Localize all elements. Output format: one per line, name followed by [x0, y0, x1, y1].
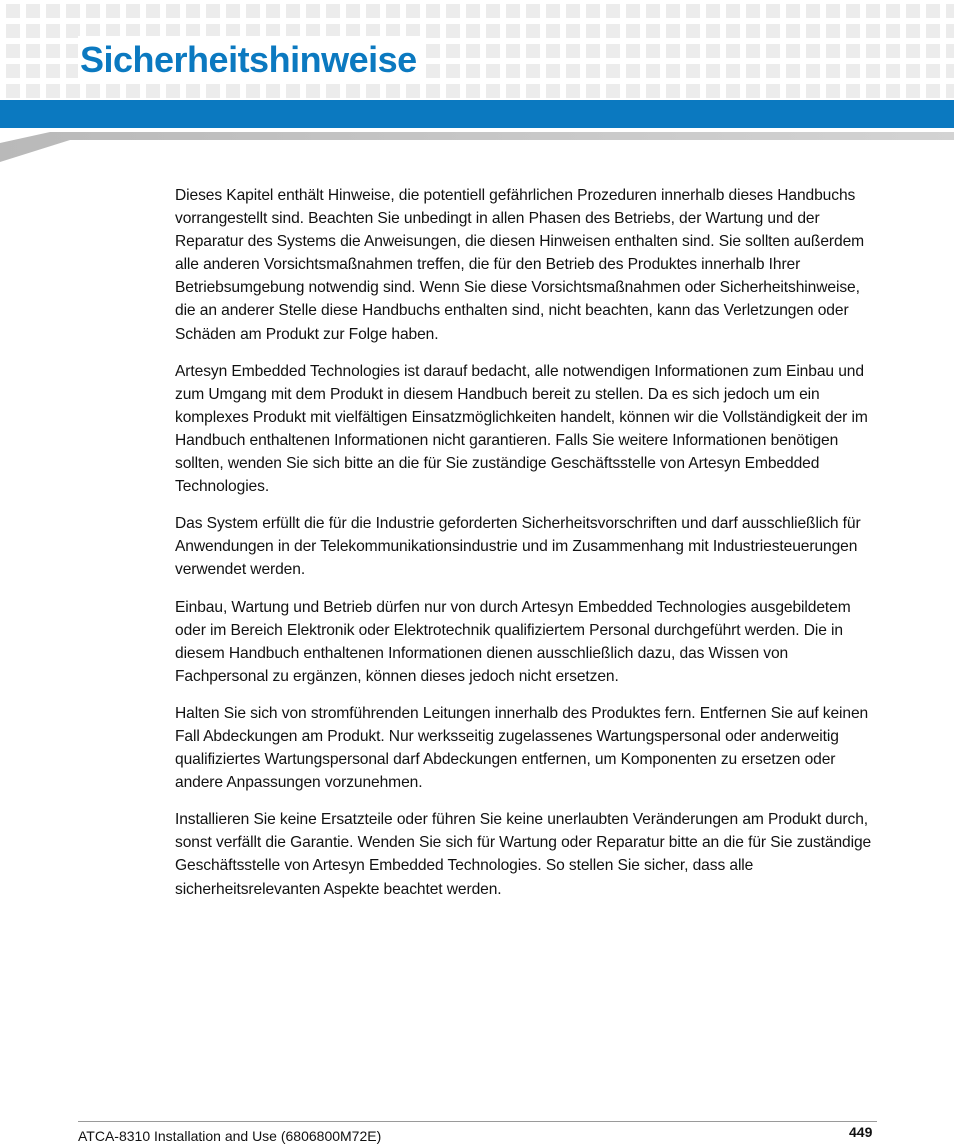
header-tile	[26, 84, 40, 98]
header-tile	[826, 4, 840, 18]
header-tile	[306, 84, 320, 98]
header-tile	[746, 44, 760, 58]
header-tile	[726, 4, 740, 18]
header-tile	[926, 24, 940, 38]
header-tile	[346, 4, 360, 18]
header-tile	[386, 4, 400, 18]
header-tile	[266, 4, 280, 18]
header-tile	[866, 4, 880, 18]
header-tile	[166, 84, 180, 98]
header-tile	[886, 64, 900, 78]
header-tile	[26, 44, 40, 58]
header-tile	[726, 84, 740, 98]
header-tile	[446, 64, 460, 78]
header-tile	[366, 4, 380, 18]
header-tile	[826, 24, 840, 38]
body-content	[175, 184, 875, 915]
header-tile	[766, 24, 780, 38]
header-tile	[766, 64, 780, 78]
header-tile	[506, 84, 520, 98]
header-tile	[466, 44, 480, 58]
header-tile	[626, 24, 640, 38]
header-tile	[186, 84, 200, 98]
header-tile	[426, 4, 440, 18]
header-tile	[146, 4, 160, 18]
header-tile	[646, 84, 660, 98]
paragraph: Artesyn Embedded Technologies ist darauf bedacht, alle notwendigen Informationen zum Einbau und zum Umgang mit dem Produkt in diesem Handbuch bereit zu stellen. Da es sich jedoch um ein komplexes Produkt mit vielfältigen Einsatzmöglichkeiten handelt, können wir die Vollständigkeit der im Handbuch enthaltenen Informationen nicht garantieren. Falls Sie weitere Informationen benötigen sollten, wenden Sie sich bitte an die für Sie zuständige Geschäftsstelle von Artesyn Embedded Technologies.	[175, 362, 868, 496]
header-tile	[386, 84, 400, 98]
header-tile	[326, 4, 340, 18]
paragraph: Das System erfüllt die für die Industrie geforderten Sicherheitsvorschriften und darf ausschließlich für Anwendungen in der Telekommunikationsindustrie und im Zusammenhang mit Industriesteuerungen verwendet werden.	[175, 515, 861, 579]
header-tile	[906, 44, 920, 58]
header-tile	[566, 64, 580, 78]
header-tile	[486, 4, 500, 18]
header-tile	[626, 44, 640, 58]
header-tile	[926, 44, 940, 58]
paragraph: Installieren Sie keine Ersatzteile oder führen Sie keine unerlaubten Veränderungen am Produkt durch, sonst verfällt die Garantie. Wenden Sie sich für Wartung oder Reparatur bitte an die für Sie zuständige Geschäftsstelle von Artesyn Embedded Technologies. So stellen Sie sicher, dass alle sicherheitsrelevanten Aspekte beachtet werden.	[175, 811, 872, 898]
header-tile	[706, 64, 720, 78]
header-tile	[426, 44, 440, 58]
header-tile	[86, 4, 100, 18]
footer-page-number: 449	[849, 1124, 873, 1140]
header-tile	[766, 4, 780, 18]
header-tile	[886, 24, 900, 38]
header-tile	[946, 4, 954, 18]
header-tile	[406, 4, 420, 18]
page-title: Sicherheitshinweise	[78, 36, 423, 84]
header-tile	[446, 44, 460, 58]
header-tile	[526, 4, 540, 18]
header-tile	[786, 64, 800, 78]
header-tile	[606, 84, 620, 98]
header-tile	[886, 44, 900, 58]
header-tile	[366, 84, 380, 98]
header-tile	[746, 4, 760, 18]
header-tile	[666, 4, 680, 18]
header-tile	[706, 84, 720, 98]
header-tile	[666, 44, 680, 58]
header-tile	[666, 24, 680, 38]
header-tile	[686, 84, 700, 98]
header-tile	[786, 44, 800, 58]
footer-document-title: ATCA-8310 Installation and Use (6806800M72E)	[78, 1128, 382, 1144]
header-tile	[866, 24, 880, 38]
header-tile	[606, 64, 620, 78]
header-tile	[546, 84, 560, 98]
header-tile	[6, 4, 20, 18]
header-tile	[686, 4, 700, 18]
header-tile	[526, 64, 540, 78]
header-tile	[706, 24, 720, 38]
header-tile	[946, 24, 954, 38]
header-tile	[146, 84, 160, 98]
header-tile	[6, 64, 20, 78]
header-tile	[646, 64, 660, 78]
header-tile	[446, 4, 460, 18]
header-tile	[406, 84, 420, 98]
header-tile	[566, 24, 580, 38]
header-tile	[866, 64, 880, 78]
header-tile	[566, 4, 580, 18]
header-tile	[686, 44, 700, 58]
header-tile	[66, 84, 80, 98]
header-tile	[226, 84, 240, 98]
header-tile	[426, 64, 440, 78]
header-tile	[126, 84, 140, 98]
header-tile	[586, 4, 600, 18]
header-tile	[646, 24, 660, 38]
header-tile	[846, 24, 860, 38]
header-tile	[586, 84, 600, 98]
header-tile	[946, 44, 954, 58]
header-tile	[786, 4, 800, 18]
header-tile	[606, 44, 620, 58]
header-tile	[546, 24, 560, 38]
header-tile	[806, 64, 820, 78]
header-tile	[526, 84, 540, 98]
header-tile	[46, 24, 60, 38]
header-tile	[206, 4, 220, 18]
header-tile	[846, 64, 860, 78]
header-tile	[6, 84, 20, 98]
header-tile	[666, 84, 680, 98]
footer-rule	[78, 1121, 877, 1122]
header-tile	[746, 84, 760, 98]
header-tile	[706, 44, 720, 58]
header-tile	[246, 4, 260, 18]
header-tile	[486, 24, 500, 38]
header-tile	[626, 84, 640, 98]
header-tile	[906, 24, 920, 38]
paragraph: Einbau, Wartung und Betrieb dürfen nur von durch Artesyn Embedded Technologies ausgebildetem oder im Bereich Elektronik oder Elektrotechnik qualifiziertem Personal durchgeführt werden. Die in diesem Handbuch enthaltenen Informationen dienen ausschließlich dazu, das Wissen von Fachpersonal zu ergänzen, können dieses jedoch nicht ersetzen.	[175, 598, 851, 685]
header-tile	[626, 64, 640, 78]
header-tile	[946, 64, 954, 78]
header-tile	[926, 84, 940, 98]
header-tile	[826, 44, 840, 58]
header-tile	[646, 4, 660, 18]
header-tile	[466, 24, 480, 38]
header-tile	[766, 84, 780, 98]
header-tile	[846, 44, 860, 58]
header-tile	[506, 64, 520, 78]
header-tile	[906, 4, 920, 18]
header-tile	[826, 84, 840, 98]
header-tile	[686, 24, 700, 38]
header-tile	[26, 64, 40, 78]
header-tile	[186, 4, 200, 18]
header-tile	[566, 84, 580, 98]
header-gray-wedge	[0, 131, 954, 163]
header-tile	[726, 64, 740, 78]
header-tile	[126, 4, 140, 18]
header-tile	[846, 84, 860, 98]
header-tile	[546, 64, 560, 78]
header-tile	[606, 4, 620, 18]
header-tile	[946, 84, 954, 98]
header-tile	[466, 4, 480, 18]
header-tile	[806, 4, 820, 18]
header-tile	[926, 4, 940, 18]
header-tile	[906, 84, 920, 98]
header-tile	[786, 24, 800, 38]
header-tile	[466, 84, 480, 98]
header-tile	[886, 4, 900, 18]
header-tile	[806, 84, 820, 98]
header-tile	[446, 84, 460, 98]
header-tile	[906, 64, 920, 78]
header-tile	[646, 44, 660, 58]
header-tile	[746, 24, 760, 38]
header-blue-bar	[0, 100, 954, 128]
header-tile	[286, 84, 300, 98]
header-tile	[666, 64, 680, 78]
header-tile	[826, 64, 840, 78]
header-tile	[486, 64, 500, 78]
header-tile	[486, 44, 500, 58]
header-tile	[626, 4, 640, 18]
header-tile	[226, 4, 240, 18]
header-tile	[886, 84, 900, 98]
header-tile	[86, 84, 100, 98]
header-tile	[326, 84, 340, 98]
header-tile	[726, 24, 740, 38]
header-tile	[46, 4, 60, 18]
header-tile	[726, 44, 740, 58]
header-tile	[26, 24, 40, 38]
header-tile	[806, 44, 820, 58]
header-tile	[506, 24, 520, 38]
header-tile	[46, 64, 60, 78]
header-tile	[786, 84, 800, 98]
header-tile	[486, 84, 500, 98]
header-tile	[306, 4, 320, 18]
header-tile	[466, 64, 480, 78]
header-tile	[866, 84, 880, 98]
header-tile	[586, 64, 600, 78]
gray-wedge-shape	[0, 132, 954, 162]
header-tile	[46, 84, 60, 98]
header-tile	[926, 64, 940, 78]
header-tile	[106, 84, 120, 98]
header-tile	[266, 84, 280, 98]
header-tile	[426, 24, 440, 38]
header-tile	[546, 44, 560, 58]
header-tile	[866, 44, 880, 58]
header-tile	[426, 84, 440, 98]
header-tile	[566, 44, 580, 58]
header-tile	[526, 44, 540, 58]
header-tile	[46, 44, 60, 58]
header-tile	[546, 4, 560, 18]
header-tile	[766, 44, 780, 58]
header-tile	[446, 24, 460, 38]
header-tile	[706, 4, 720, 18]
header-tile	[26, 4, 40, 18]
header-tile	[746, 64, 760, 78]
paragraph: Dieses Kapitel enthält Hinweise, die potentiell gefährlichen Prozeduren innerhalb dieses Handbuchs vorrangestellt sind. Beachten Sie unbedingt in allen Phasen des Betriebs, der Wartung und der Reparatur des Systems die Anweisungen, die diesen Hinweisen enthalten sind. Sie sollten außerdem alle anderen Vorsichtsmaßnahmen treffen, die für den Betrieb des Produktes innerhalb Ihrer Betriebsumgebung notwendig sind. Wenn Sie diese Vorsichtsmaßnahmen oder Sicherheitshinweise, die an anderer Stelle diese Handbuchs enthalten sind, nicht beachten, kann das Verletzungen oder Schäden am Produkt zur Folge haben.	[175, 187, 865, 343]
header-tile	[106, 4, 120, 18]
header-tile	[586, 24, 600, 38]
header-tile	[166, 4, 180, 18]
paragraph: Halten Sie sich von stromführenden Leitungen innerhalb des Produktes fern. Entfernen Sie auf keinen Fall Abdeckungen am Produkt. Nur werksseitig zugelassenes Wartungspersonal oder anderweitig qualifiziertes Wartungspersonal darf Abdeckungen entfernen, um Komponenten zu ersetzen oder andere Anpassungen vorzunehmen.	[175, 704, 869, 792]
header-tile	[686, 64, 700, 78]
header-tile	[606, 24, 620, 38]
header-tile	[806, 24, 820, 38]
header-tile	[66, 4, 80, 18]
header-tile	[206, 84, 220, 98]
header-tile	[506, 4, 520, 18]
header-tile	[346, 84, 360, 98]
header-tile	[586, 44, 600, 58]
header-tile	[286, 4, 300, 18]
header-tile	[506, 44, 520, 58]
header-tile	[846, 4, 860, 18]
header-tile	[246, 84, 260, 98]
header-tile	[6, 24, 20, 38]
header-tile	[6, 44, 20, 58]
header-tile	[526, 24, 540, 38]
